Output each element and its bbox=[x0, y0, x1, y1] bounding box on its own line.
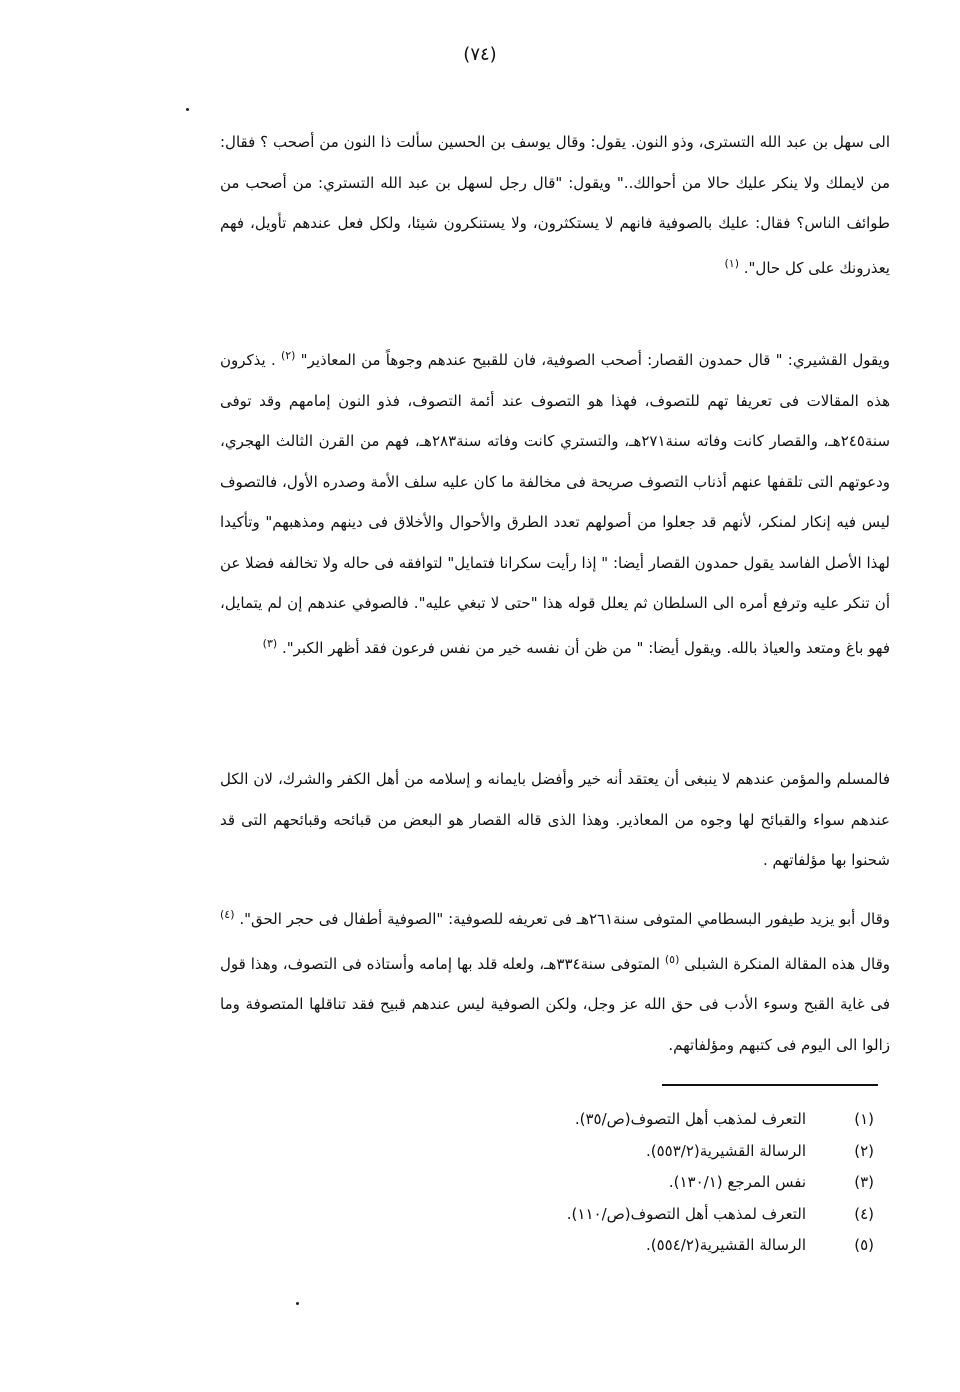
paragraph-text-continued: المتوفى سنة٣٣٤هـ، ولعله قلد بها إمامه وأستاذه فى التصوف، وهذا قول فى غاية القبح وسوء الأدب فى حق الله عز وجل، ولكن الصوفية ليس عندهم قبيح فقد تناقلها المتصوفة وما زالوا الى اليوم فى كتبهم ومؤلفاتهم. bbox=[220, 954, 890, 1054]
scan-speck bbox=[296, 1302, 299, 1305]
footnote-number: (٣) bbox=[854, 1173, 874, 1191]
paragraph-text: الى سهل بن عبد الله التسترى، وذو النون. يقول: وقال يوسف بن الحسين سألت ذا النون من أصحب ؟ فقال: من لايملك ولا ينكر عليك حالا من أحوالك.." ويقول: "قال رجل لسهل بن عبد الله التستري: من أصحب من طوائف الناس؟ فقال: عليك بالصوفية فانهم لا يستكثرون، ولا يستنكرون شيئا، ولكل فعل عندهم تأويل، فهم يعذرونك على كل حال". bbox=[220, 133, 890, 277]
footnote bbox=[454, 1104, 874, 1136]
page-number: (٧٤) bbox=[463, 44, 497, 65]
paragraph bbox=[220, 759, 890, 881]
footnote-text: نفس المرجع (١٣٠/١). bbox=[668, 1173, 806, 1191]
paragraph-block bbox=[220, 122, 890, 288]
footnote-text: الرسالة القشيرية(٥٥٤/٢). bbox=[645, 1236, 806, 1254]
scan-speck bbox=[186, 108, 189, 111]
footnote-text: التعرف لمذهب أهل التصوف(ص/١١٠). bbox=[566, 1204, 806, 1223]
paragraph bbox=[220, 122, 890, 288]
footnote-reference: (٤) bbox=[220, 908, 235, 921]
footnote-reference: (٣) bbox=[262, 636, 278, 650]
paragraph-block bbox=[220, 895, 890, 1065]
paragraph bbox=[220, 895, 890, 1065]
paragraph-text-continued: وقال هذه المقالة المنكرة الشبلى bbox=[684, 954, 890, 973]
paragraph-block bbox=[220, 759, 890, 881]
footnote-text: التعرف لمذهب أهل التصوف(ص/٣٥). bbox=[574, 1110, 806, 1128]
footnote bbox=[454, 1167, 874, 1199]
footnote-number: (٢) bbox=[854, 1141, 874, 1160]
footnote-separator bbox=[662, 1084, 878, 1086]
footnotes bbox=[454, 1104, 874, 1262]
paragraph-text-continued: . يذكرون هذه المقالات فى تعريفا تهم للتصوف، فهذا هو التصوف عند أئمة التصوف، فذو النون إمامهم وقد توفى سنة٢٤٥هـ، والقصار كانت وفاته سنة٢٧١هـ، والتستري كانت وفاته سنة٢٨٣هـ، فهم من القرن الثالث الهجري، ودعوتهم التى تلقفها عنهم أذناب التصوف صريحة فى مخالفة ما كان عليه سلف الأمة وصدره الأول، فالتصوف ليس فيه إنكار لمنكر، لأنهم قد جعلوا من أصولهم تعدد الطرق والأحوال والأخلاق فى دينهم ومذهبهم" وتأكيدا لهذا الأصل الفاسد يقول حمدون القصار أيضا: " إذا رأيت سكرانا فتمايل" لتوافقه فى حاله ولا تخالفه فضلا عن أن تنكر عليه وترفع أمره الى السلطان ثم يعلل قوله هذا "حتى لا تبغي عليه". فالصوفي عندهم إن لم يتمايل، فهو باغ ومتعد والعياذ بالله. ويقول أيضا: " من ظن أن نفسه خير من نفس فرعون فقد أظهر الكبر". bbox=[220, 351, 891, 657]
footnote-reference: (١) bbox=[724, 256, 739, 270]
footnote-reference: (٢) bbox=[280, 349, 296, 362]
footnote bbox=[454, 1199, 874, 1231]
footnote-reference: (٥) bbox=[664, 952, 680, 966]
paragraph-text: ويقول القشيري: " قال حمدون القصار: أصحب الصوفية، فان للقبيح عندهم وجوهاً من المعاذير" bbox=[300, 351, 890, 369]
paragraph-text: وقال أبو يزيد طيفور البسطامي المتوفى سنة٢٦١هـ فى تعريفه للصوفية: "الصوفية أطفال فى حجر الحق". bbox=[239, 910, 890, 928]
footnote bbox=[454, 1230, 874, 1262]
footnote-text: الرسالة القشيرية(٥٥٣/٢). bbox=[645, 1141, 806, 1160]
footnote-number: (١) bbox=[854, 1110, 874, 1128]
footnote bbox=[454, 1136, 874, 1168]
paragraph-text: فالمسلم والمؤمن عندهم لا ينبغى أن يعتقد أنه خير وأفضل بايمانه و إسلامه من أهل الكفر والشرك، لان الكل عندهم سواء والقبائح لها وجوه من المعاذير. وهذا الذى قاله القصار هو البعض من قبائحه وقبائحهم التى قد شحنوا بها مؤلفاتهم . bbox=[220, 770, 890, 869]
paragraph-block bbox=[220, 336, 890, 668]
footnote-number: (٥) bbox=[854, 1236, 874, 1254]
paragraph bbox=[220, 336, 890, 668]
footnote-number: (٤) bbox=[854, 1204, 874, 1223]
